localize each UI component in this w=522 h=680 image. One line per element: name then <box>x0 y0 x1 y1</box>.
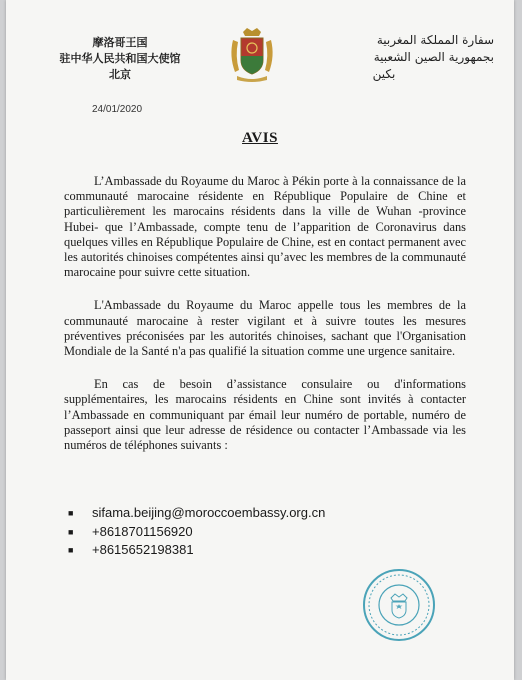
chinese-line: 北京 <box>109 68 131 81</box>
chinese-letterhead <box>50 35 190 83</box>
bullet-icon: ■ <box>68 526 74 537</box>
list-item <box>68 523 398 542</box>
arabic-line: بجمهورية الصين الشعبية <box>373 50 494 64</box>
arabic-line: سفارة المملكة المغربية <box>376 33 494 47</box>
moroccan-coat-of-arms-icon <box>227 26 277 84</box>
paragraph: L’Ambassade du Royaume du Maroc à Pékin porte à la connaissance de la communauté marocaine résidente en République Populaire de Chine et particulièrement les marocains résidents dans la ville de Wuhan -province Hubei- que l’Ambassade, compte tenu de l’apparition de Coronavirus dans quelques villes en République Populaire de Chine, est en contact permanent avec les autorités chinoises compétentes ainsi qu’avec les membres de la communauté marocaine pour suivre cette situation. <box>64 174 466 280</box>
chinese-line: 摩洛哥王国 <box>92 36 148 49</box>
chinese-line: 驻中华人民共和国大使馆 <box>59 52 181 65</box>
document-date: 24/01/2020 <box>92 104 143 115</box>
paragraph: L'Ambassade du Royaume du Maroc appelle tous les membres de la communauté marocaine à rester vigilant et à suivre toutes les mesures préventives préconisées par les autorités chinoises, sachant que l'Organisation Mondiale de la Santé n'a pas qualifié la situation comme une urgence sanitaire. <box>64 298 466 359</box>
embassy-stamp-icon <box>362 568 436 642</box>
contact-phone: +8615652198381 <box>92 542 194 557</box>
bullet-icon: ■ <box>68 508 74 518</box>
document-body <box>64 174 466 471</box>
paragraph: En cas de besoin d’assistance consulaire ou d'informations supplémentaires, les marocains résidents en Chine sont invités à contacter l’Ambassade en communiquant par émail leur numéro de portable, numéro de passeport ainsi que leur adresse de résidence ou contacter l’Ambassade via les numéros de téléphones suivants : <box>64 377 466 453</box>
bullet-icon: ■ <box>68 545 74 555</box>
contact-list <box>68 504 398 560</box>
document-page <box>6 0 514 680</box>
list-item <box>68 504 398 523</box>
contact-phone: +8618701156920 <box>92 523 193 539</box>
list-item <box>68 541 398 560</box>
contact-email: sifama.beijing@moroccoembassy.org.cn <box>92 505 326 520</box>
arabic-line: بكين <box>372 67 396 81</box>
document-title: AVIS <box>242 130 278 146</box>
arabic-letterhead <box>294 32 494 83</box>
